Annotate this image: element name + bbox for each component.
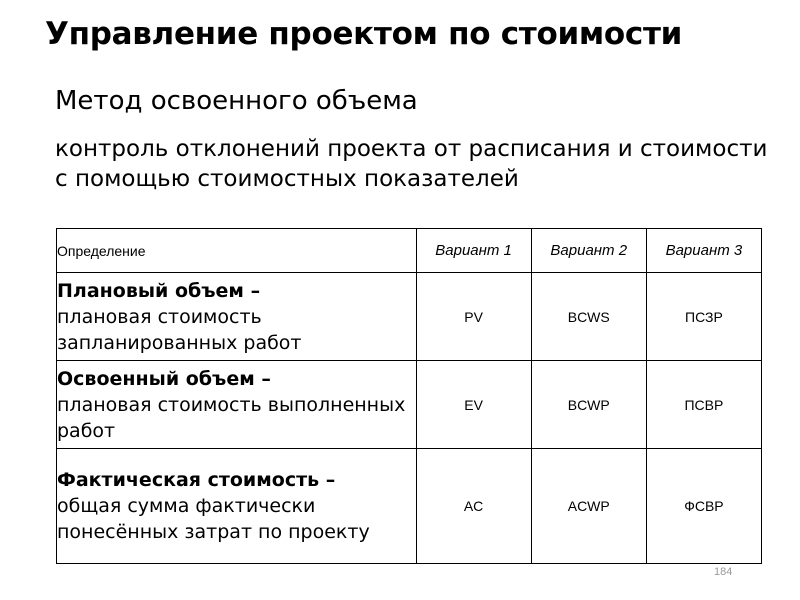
definition-cell (57, 273, 417, 361)
variant-2-cell: BCWP (531, 361, 646, 449)
table-row (57, 361, 762, 449)
variant-1-cell: AC (416, 449, 531, 564)
table-header-row (57, 229, 762, 273)
header-variant-2: Вариант 2 (531, 229, 646, 273)
table-row (57, 273, 762, 361)
variant-3-cell: ПСЗР (646, 273, 761, 361)
slide-title: Управление проектом по стоимости (45, 16, 683, 52)
variant-1-cell: PV (416, 273, 531, 361)
slide-description: контроль отклонений проекта от расписания и стоимости с помощью стоимостных показателей (55, 136, 768, 192)
header-definition: Определение (57, 229, 417, 273)
term-definition: плановая стоимость запланированных работ (57, 305, 302, 354)
page-number: 184 (714, 566, 733, 578)
earned-value-table (56, 228, 762, 564)
variant-1-cell: EV (416, 361, 531, 449)
term-label: Фактическая стоимость – (57, 469, 336, 491)
variant-3-cell: ПСВР (646, 361, 761, 449)
definition-cell (57, 449, 417, 564)
header-variant-3: Вариант 3 (646, 229, 761, 273)
variant-2-cell: ACWP (531, 449, 646, 564)
term-definition: плановая стоимость выполненных работ (57, 393, 406, 442)
variant-2-cell: BCWS (531, 273, 646, 361)
header-variant-1: Вариант 1 (416, 229, 531, 273)
definition-cell (57, 361, 417, 449)
variant-3-cell: ФСВР (646, 449, 761, 564)
term-label: Освоенный объем – (57, 367, 271, 390)
slide-subtitle: Метод освоенного объема (55, 86, 418, 116)
table-row (57, 449, 762, 564)
term-definition: общая сумма фактически понесённых затрат по проекту (57, 495, 370, 543)
term-label: Плановый объем – (57, 279, 261, 302)
